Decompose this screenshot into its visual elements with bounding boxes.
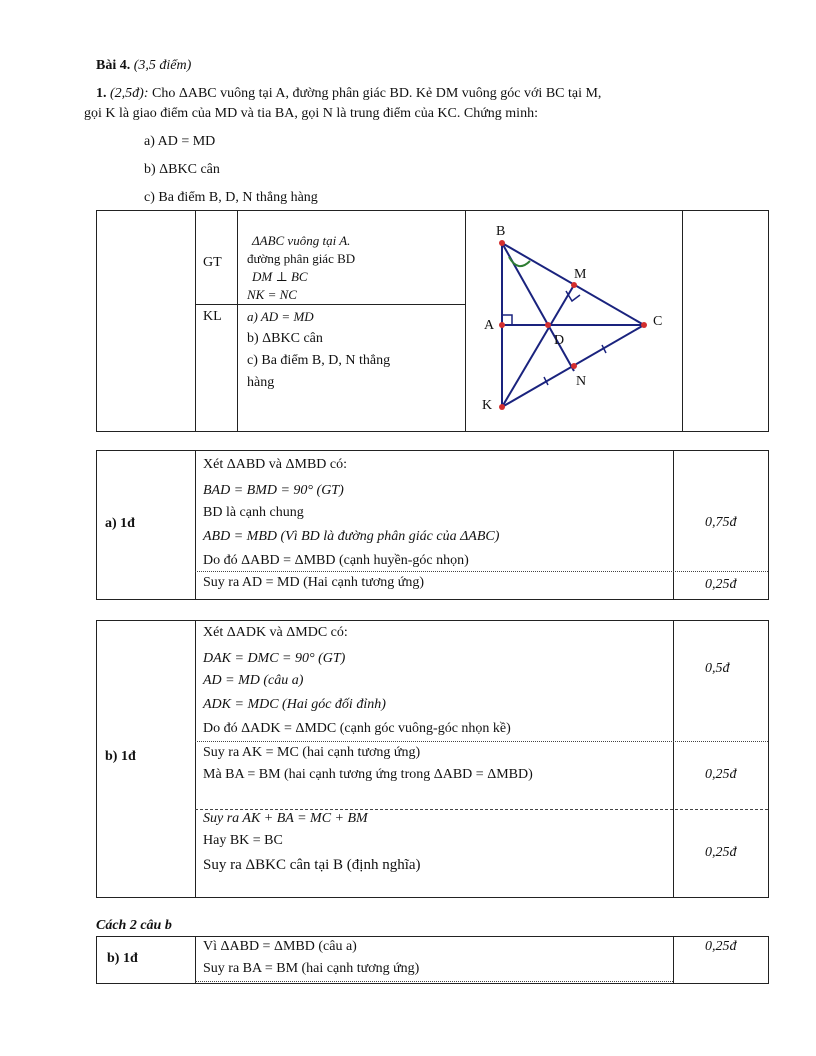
kl-line: b) ΔBKC cân bbox=[247, 331, 323, 346]
label-c: C bbox=[653, 314, 663, 329]
part-b-line: Do đó ΔADK = ΔMDC (cạnh góc vuông-góc nhọn kề) bbox=[203, 721, 511, 736]
point-m bbox=[571, 282, 577, 288]
label-k: K bbox=[482, 398, 493, 413]
problem-points: (2,5đ): bbox=[110, 86, 149, 101]
part-a-line: Do đó ΔABD = ΔMBD (cạnh huyền-góc nhọn) bbox=[203, 553, 469, 568]
cach2-line: Vì ΔABD = ΔMBD (câu a) bbox=[203, 939, 357, 954]
part-b-line: ADK = MDC (Hai góc đối đỉnh) bbox=[203, 697, 386, 712]
point-b bbox=[499, 240, 505, 246]
part-a-line: BAD = BMD = 90° (GT) bbox=[203, 483, 344, 498]
kl-line: a) AD = MD bbox=[247, 309, 314, 324]
problem-item-a: a) AD = MD bbox=[144, 134, 216, 149]
gtkl-table bbox=[96, 210, 769, 432]
gt-line: đường phân giác BD bbox=[247, 251, 356, 266]
problem-text-1: Cho ΔABC vuông tại A, đường phân giác BD. Kẻ DM vuông góc với BC tại M, bbox=[152, 86, 602, 101]
cach2-score: 0,25đ bbox=[705, 939, 737, 954]
kl-label: KL bbox=[203, 309, 222, 324]
kl-line: hàng bbox=[247, 375, 275, 390]
problem-text-2: gọi K là giao điểm của MD và tia BA, gọi N là trung điểm của KC. Chứng minh: bbox=[84, 106, 538, 121]
part-b-line: Suy ra AK + BA = MC + BM bbox=[203, 811, 368, 826]
exercise-number: Bài 4. bbox=[96, 58, 131, 73]
part-b-line: Suy ra ΔBKC cân tại B (định nghĩa) bbox=[203, 857, 421, 873]
label-b: B bbox=[496, 224, 506, 239]
point-a bbox=[499, 322, 505, 328]
cach2-line: Suy ra BA = BM (hai cạnh tương ứng) bbox=[203, 961, 420, 976]
part-b-table bbox=[96, 620, 769, 898]
problem-item-b: b) ΔBKC cân bbox=[144, 162, 220, 177]
geometry-figure bbox=[466, 211, 682, 431]
part-a-score-2: 0,25đ bbox=[705, 577, 737, 592]
cach2-table bbox=[96, 936, 769, 984]
label-a: A bbox=[484, 318, 495, 333]
part-a-line-last: Suy ra AD = MD (Hai cạnh tương ứng) bbox=[203, 575, 424, 590]
problem-item-c: c) Ba điểm B, D, N thẳng hàng bbox=[144, 190, 318, 205]
gt-line: DM ⊥ BC bbox=[252, 269, 308, 284]
part-b-line: Xét ΔADK và ΔMDC có: bbox=[203, 625, 348, 640]
part-b-score-2: 0,25đ bbox=[705, 767, 737, 782]
label-m: M bbox=[574, 267, 587, 282]
kl-line: c) Ba điểm B, D, N thẳng bbox=[247, 353, 391, 368]
part-a-label: a) 1đ bbox=[105, 516, 135, 531]
cach2-label: b) 1đ bbox=[107, 951, 138, 966]
point-k bbox=[499, 404, 505, 410]
point-c bbox=[641, 322, 647, 328]
exercise-points: (3,5 điểm) bbox=[133, 58, 192, 73]
label-n: N bbox=[576, 374, 587, 389]
part-a-line: ABD = MBD (Vì BD là đường phân giác của ΔABC) bbox=[203, 529, 500, 544]
part-a-line: Xét ΔABD và ΔMBD có: bbox=[203, 457, 347, 472]
part-b-line: Hay BK = BC bbox=[203, 833, 283, 848]
part-b-line: DAK = DMC = 90° (GT) bbox=[203, 651, 346, 666]
problem-number: 1. bbox=[96, 86, 107, 101]
cach2-heading: Cách 2 câu b bbox=[96, 918, 172, 933]
point-n bbox=[571, 363, 577, 369]
part-b-line: Mà BA = BM (hai cạnh tương ứng trong ΔABD = ΔMBD) bbox=[203, 767, 533, 782]
gt-label: GT bbox=[203, 255, 222, 270]
part-b-score-3: 0,25đ bbox=[705, 845, 737, 860]
gt-line: ΔABC vuông tại A. bbox=[252, 233, 351, 248]
gt-line: NK = NC bbox=[247, 287, 297, 302]
part-a-score-1: 0,75đ bbox=[705, 515, 737, 530]
part-b-line: Suy ra AK = MC (hai cạnh tương ứng) bbox=[203, 745, 421, 760]
label-d: D bbox=[554, 333, 565, 348]
problem-line-1 bbox=[96, 86, 601, 102]
part-a-line: BD là cạnh chung bbox=[203, 505, 304, 520]
part-b-score-1: 0,5đ bbox=[705, 661, 730, 676]
part-a-table bbox=[96, 450, 769, 600]
point-d bbox=[545, 322, 551, 328]
part-b-line: AD = MD (câu a) bbox=[203, 673, 304, 688]
exercise-heading bbox=[96, 58, 191, 74]
part-b-label: b) 1đ bbox=[105, 749, 136, 764]
